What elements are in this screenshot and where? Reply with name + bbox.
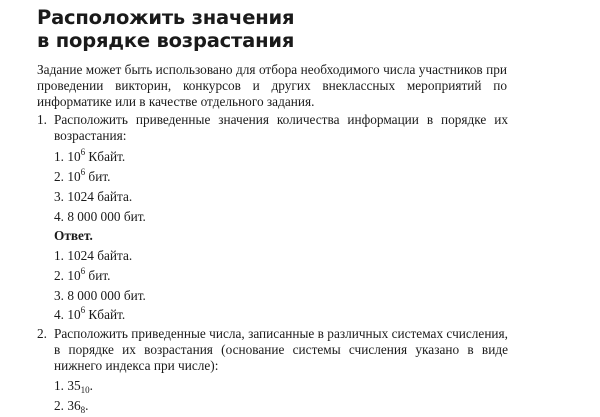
q1-item-3: [54, 189, 132, 205]
q1-item-1: [54, 149, 125, 165]
item-value: 1024 байта.: [67, 189, 133, 204]
q2-item-1: [54, 378, 93, 394]
item-number: 3.: [54, 288, 64, 303]
question-2-number: 2.: [37, 326, 47, 341]
item-number: 2.: [54, 398, 64, 413]
item-value: 10: [67, 169, 81, 184]
answer-item-3: [54, 288, 146, 304]
item-unit: бит.: [85, 169, 111, 184]
item-exponent: 6: [80, 147, 86, 157]
item-number: 4.: [54, 209, 64, 224]
heading-line-1: Расположить значения: [37, 6, 295, 29]
answer-item-2: [54, 268, 110, 284]
item-number: 2.: [54, 268, 64, 283]
section-heading: [37, 6, 294, 52]
item-unit: Кбайт.: [85, 307, 126, 322]
item-value: 36: [67, 398, 81, 413]
item-unit: Кбайт.: [85, 149, 126, 164]
item-value: 10: [67, 149, 81, 164]
answer-item-1: [54, 248, 132, 264]
item-number: 1.: [54, 248, 64, 263]
item-value: 35: [67, 378, 81, 393]
intro-paragraph: Задание может быть использовано для отбора необходимого числа участников при проведении викторин, конкурсов и других внеклассных мероприятий по информатике или в качестве отдельного задания.: [37, 62, 507, 109]
question-2-text: Расположить приведенные числа, записанные в различных системах счисления, в порядке их возрастания (основание системы счисления указано в виде нижнего индекса при числе):: [54, 326, 508, 373]
item-number: 4.: [54, 307, 64, 322]
question-1-number: 1.: [37, 112, 47, 127]
item-exponent: 6: [80, 167, 86, 177]
item-value: 8 000 000 бит.: [67, 288, 146, 303]
item-value: 1024 байта.: [67, 248, 133, 263]
q1-item-4: [54, 209, 146, 225]
item-tail: .: [85, 398, 89, 413]
item-number: 2.: [54, 169, 64, 184]
question-1-text: Расположить приведенные значения количества информации в порядке их возрастания:: [54, 112, 508, 143]
heading-line-2: в порядке возрастания: [37, 29, 295, 52]
item-exponent: 6: [80, 305, 86, 315]
item-exponent: 6: [80, 266, 86, 276]
item-value: 8 000 000 бит.: [67, 209, 146, 224]
item-base-subscript: 8: [80, 405, 86, 415]
item-number: 3.: [54, 189, 64, 204]
item-tail: .: [89, 378, 93, 393]
item-base-subscript: 10: [80, 385, 90, 395]
item-unit: бит.: [85, 268, 111, 283]
q2-item-2: [54, 398, 88, 414]
q1-item-2: [54, 169, 110, 185]
answer-label: Ответ.: [54, 228, 93, 243]
item-value: 10: [67, 268, 81, 283]
item-number: 1.: [54, 149, 64, 164]
item-value: 10: [67, 307, 81, 322]
answer-item-4: [54, 307, 125, 323]
item-number: 1.: [54, 378, 64, 393]
